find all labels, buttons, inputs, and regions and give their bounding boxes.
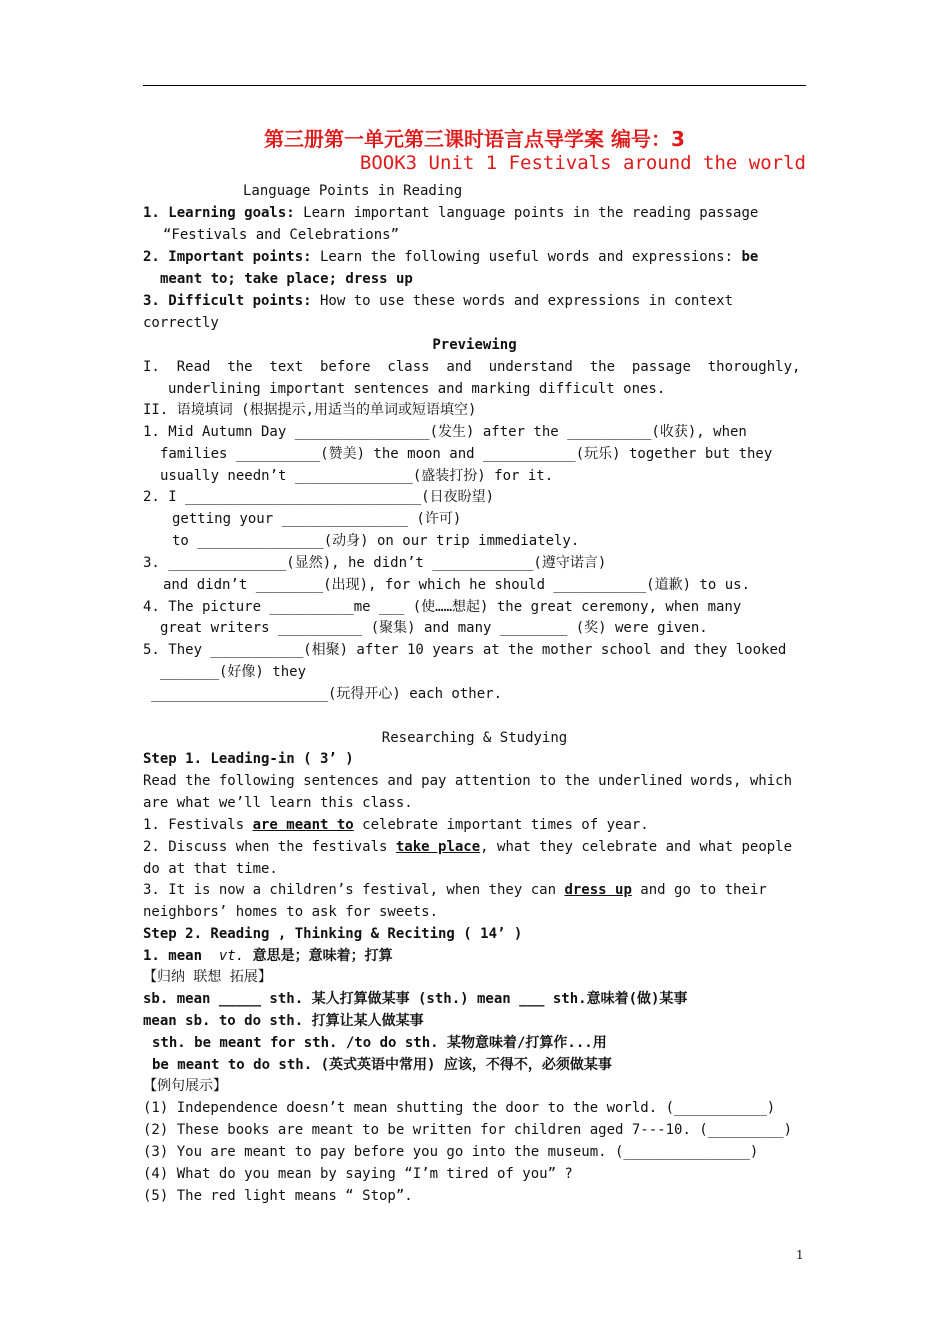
- q3-line2: and didn’t ________(出现), for which he should ___________(道歉) to us.: [163, 577, 751, 593]
- subtitle: Language Points in Reading: [243, 183, 463, 199]
- summary-label: 【归纳 联想 拓展】: [143, 969, 272, 985]
- q5-line1: 5. They ___________(相聚) after 10 years at the mother school and they looked: [143, 642, 787, 658]
- researching-heading: Researching & Studying: [381, 730, 568, 746]
- q5-line3: _____________________(玩得开心) each other.: [151, 686, 503, 702]
- step-1: Step 1. Leading-in ( 3’ ): [143, 751, 354, 767]
- q1-line2: families __________(赞美) the moon and ___________(玩乐) together but they: [160, 446, 773, 462]
- preview-i-line2: underlining important sentences and marking difficult ones.: [168, 381, 666, 397]
- pattern-1: sb. mean _____ sth. 某人打算做某事 (sth.) mean ___ sth.意味着(做)某事: [143, 991, 688, 1007]
- sentence-2: 2. Discuss when the festivals take place, what they celebrate and what people: [143, 839, 793, 855]
- read-line2: are what we’ll learn this class.: [143, 795, 413, 811]
- q4-line2: great writers __________ (聚集) and many ________ (奖) were given.: [160, 620, 708, 636]
- example-2: (2) These books are meant to be written for children aged 7---10. (_________): [143, 1122, 793, 1138]
- q2-line3: to _______________(动身) on our trip immediately.: [172, 533, 580, 549]
- previewing-heading: Previewing: [432, 337, 517, 353]
- goal-2-cont: meant to; take place; dress up: [160, 271, 413, 287]
- pattern-2: mean sb. to do sth. 打算让某人做某事: [143, 1013, 424, 1029]
- q4-line1: 4. The picture __________me ___ (使……想起) the great ceremony, when many: [143, 599, 742, 615]
- q5-line2: _______(好像) they: [160, 664, 307, 680]
- pattern-4: be meant to do sth. (英式英语中常用) 应该，不得不，必须做某事: [152, 1057, 612, 1073]
- q3-line1: 3. ______________(显然), he didn’t ____________(遵守诺言): [143, 555, 607, 571]
- example-1: (1) Independence doesn’t mean shutting the door to the world. (___________): [143, 1100, 776, 1116]
- preview-i-line1: I. Read the text before class and understand the passage thoroughly,: [143, 359, 801, 375]
- sentence-3: 3. It is now a children’s festival, when they can dress up and go to their: [143, 882, 767, 898]
- goal-2: 2. Important points: Learn the following useful words and expressions: be: [143, 249, 759, 265]
- example-5: (5) The red light means “ Stop”.: [143, 1188, 413, 1204]
- page-number: 1: [796, 1248, 804, 1262]
- pattern-3: sth. be meant for sth. /to do sth. 某物意味着/打算作...用: [152, 1035, 607, 1051]
- examples-label: 【例句展示】: [143, 1078, 227, 1094]
- example-4: (4) What do you mean by saying “I’m tired of you” ?: [143, 1166, 573, 1182]
- q1-line1: 1. Mid Autumn Day ________________(发生) after the __________(收获), when: [143, 424, 747, 440]
- step-2: Step 2. Reading , Thinking & Reciting ( 14’ ): [143, 926, 523, 942]
- sentence-3-cont: neighbors’ homes to ask for sweets.: [143, 904, 439, 920]
- preview-ii-line: II. 语境填词 (根据提示,用适当的单词或短语填空): [143, 402, 477, 418]
- goal-3: 3. Difficult points: How to use these words and expressions in context: [143, 293, 734, 309]
- q2-line1: 2. I ____________________________(日夜盼望): [143, 489, 495, 505]
- title-english: BOOK3 Unit 1 Festivals around the world: [359, 152, 806, 174]
- read-line1: Read the following sentences and pay attention to the underlined words, which: [143, 773, 793, 789]
- q1-line3: usually needn’t ______________(盛装打扮) for it.: [160, 468, 554, 484]
- top-rule: [143, 85, 806, 86]
- goal-1: 1. Learning goals: Learn important language points in the reading passage: [143, 205, 759, 221]
- goal-1-cont: “Festivals and Celebrations”: [163, 227, 400, 243]
- q2-line2: getting your _______________ (许可): [172, 511, 462, 527]
- title-chinese: 第三册第一单元第三课时语言点导学案 编号：3: [264, 127, 685, 151]
- example-3: (3) You are meant to pay before you go into the museum. (_______________): [143, 1144, 759, 1160]
- sentence-2-cont: do at that time.: [143, 861, 278, 877]
- mean-heading: 1. mean vt. 意思是；意味着；打算: [143, 948, 393, 964]
- goal-3-cont: correctly: [143, 315, 219, 331]
- sentence-1: 1. Festivals are meant to celebrate important times of year.: [143, 817, 649, 833]
